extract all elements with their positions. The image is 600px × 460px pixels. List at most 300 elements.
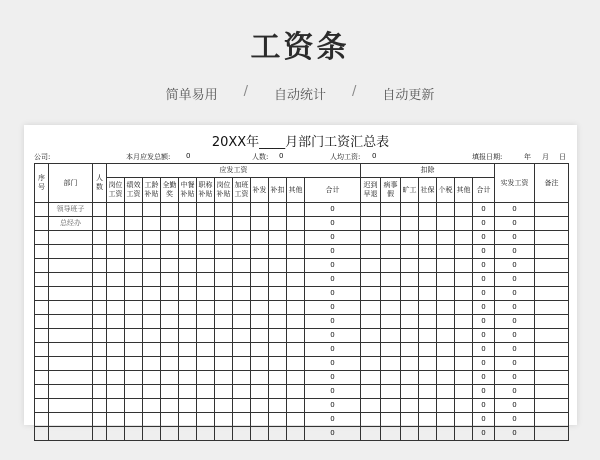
cell-deduction[interactable]: [401, 315, 419, 329]
cell-payable[interactable]: [179, 203, 197, 217]
cell-remark[interactable]: [535, 259, 569, 273]
cell-payable[interactable]: [107, 357, 125, 371]
cell-remark[interactable]: [535, 413, 569, 427]
cell-people[interactable]: [93, 357, 107, 371]
cell-payable-total[interactable]: 0: [305, 315, 361, 329]
cell-deduction[interactable]: [437, 273, 455, 287]
cell-payable[interactable]: [125, 427, 143, 441]
cell-payable-total[interactable]: 0: [305, 385, 361, 399]
cell-payable-total[interactable]: 0: [305, 329, 361, 343]
cell-seq[interactable]: [35, 329, 49, 343]
cell-seq[interactable]: [35, 385, 49, 399]
cell-payable-total[interactable]: 0: [305, 287, 361, 301]
cell-payable[interactable]: [233, 357, 251, 371]
cell-remark[interactable]: [535, 399, 569, 413]
cell-deduction[interactable]: [401, 427, 419, 441]
cell-payable[interactable]: [215, 287, 233, 301]
cell-deduction[interactable]: [381, 203, 401, 217]
cell-deduction[interactable]: [381, 329, 401, 343]
cell-deduction[interactable]: [361, 427, 381, 441]
cell-payable[interactable]: [143, 301, 161, 315]
cell-actual[interactable]: 0: [495, 203, 535, 217]
cell-payable[interactable]: [215, 371, 233, 385]
cell-remark[interactable]: [535, 343, 569, 357]
cell-deduction[interactable]: [361, 273, 381, 287]
cell-payable[interactable]: [161, 315, 179, 329]
cell-payable[interactable]: [215, 231, 233, 245]
cell-deduction-total[interactable]: 0: [473, 371, 495, 385]
cell-payable[interactable]: [125, 399, 143, 413]
cell-payable[interactable]: [233, 203, 251, 217]
cell-payable[interactable]: [269, 259, 287, 273]
cell-deduction[interactable]: [401, 301, 419, 315]
cell-deduction[interactable]: [437, 413, 455, 427]
cell-payable[interactable]: [287, 273, 305, 287]
cell-payable[interactable]: [197, 385, 215, 399]
cell-payable[interactable]: [287, 231, 305, 245]
cell-deduction[interactable]: [361, 385, 381, 399]
cell-payable-total[interactable]: 0: [305, 413, 361, 427]
cell-dept[interactable]: [49, 427, 93, 441]
cell-payable[interactable]: [161, 231, 179, 245]
cell-payable[interactable]: [251, 399, 269, 413]
cell-deduction[interactable]: [381, 357, 401, 371]
cell-deduction-total[interactable]: 0: [473, 301, 495, 315]
cell-payable[interactable]: [287, 301, 305, 315]
cell-seq[interactable]: [35, 231, 49, 245]
cell-payable[interactable]: [143, 413, 161, 427]
cell-people[interactable]: [93, 315, 107, 329]
cell-payable[interactable]: [251, 315, 269, 329]
cell-payable[interactable]: [233, 329, 251, 343]
cell-deduction[interactable]: [419, 287, 437, 301]
cell-payable-total[interactable]: 0: [305, 217, 361, 231]
cell-payable[interactable]: [107, 231, 125, 245]
cell-payable[interactable]: [161, 273, 179, 287]
cell-remark[interactable]: [535, 301, 569, 315]
cell-deduction[interactable]: [381, 371, 401, 385]
cell-people[interactable]: [93, 231, 107, 245]
cell-remark[interactable]: [535, 245, 569, 259]
cell-payable-total[interactable]: 0: [305, 343, 361, 357]
cell-payable[interactable]: [179, 301, 197, 315]
cell-payable[interactable]: [215, 203, 233, 217]
cell-seq[interactable]: [35, 259, 49, 273]
cell-people[interactable]: [93, 371, 107, 385]
cell-remark[interactable]: [535, 231, 569, 245]
cell-payable[interactable]: [215, 273, 233, 287]
cell-payable[interactable]: [269, 231, 287, 245]
cell-actual[interactable]: 0: [495, 427, 535, 441]
cell-deduction[interactable]: [401, 343, 419, 357]
cell-deduction[interactable]: [455, 413, 473, 427]
cell-payable[interactable]: [215, 413, 233, 427]
cell-payable[interactable]: [143, 427, 161, 441]
cell-payable[interactable]: [179, 315, 197, 329]
cell-payable[interactable]: [287, 287, 305, 301]
cell-payable[interactable]: [251, 343, 269, 357]
cell-people[interactable]: [93, 343, 107, 357]
cell-payable-total[interactable]: 0: [305, 399, 361, 413]
cell-deduction[interactable]: [381, 231, 401, 245]
cell-payable[interactable]: [269, 385, 287, 399]
cell-deduction[interactable]: [361, 343, 381, 357]
cell-deduction[interactable]: [381, 287, 401, 301]
cell-payable[interactable]: [107, 315, 125, 329]
cell-payable[interactable]: [161, 357, 179, 371]
cell-deduction[interactable]: [381, 343, 401, 357]
cell-payable[interactable]: [125, 259, 143, 273]
cell-payable[interactable]: [197, 273, 215, 287]
cell-payable[interactable]: [269, 287, 287, 301]
cell-payable[interactable]: [161, 259, 179, 273]
cell-payable[interactable]: [233, 399, 251, 413]
cell-payable[interactable]: [161, 301, 179, 315]
cell-deduction[interactable]: [419, 385, 437, 399]
cell-dept[interactable]: [49, 399, 93, 413]
cell-deduction[interactable]: [361, 329, 381, 343]
cell-deduction[interactable]: [437, 343, 455, 357]
cell-payable[interactable]: [215, 245, 233, 259]
cell-deduction[interactable]: [419, 371, 437, 385]
cell-deduction[interactable]: [437, 217, 455, 231]
cell-deduction[interactable]: [455, 273, 473, 287]
cell-payable[interactable]: [107, 329, 125, 343]
cell-payable[interactable]: [143, 399, 161, 413]
cell-payable[interactable]: [215, 259, 233, 273]
cell-payable[interactable]: [269, 301, 287, 315]
cell-payable[interactable]: [287, 371, 305, 385]
cell-deduction[interactable]: [419, 343, 437, 357]
cell-payable[interactable]: [125, 385, 143, 399]
cell-payable[interactable]: [233, 231, 251, 245]
cell-actual[interactable]: 0: [495, 371, 535, 385]
cell-payable[interactable]: [215, 385, 233, 399]
cell-seq[interactable]: [35, 371, 49, 385]
cell-payable[interactable]: [233, 273, 251, 287]
cell-seq[interactable]: [35, 273, 49, 287]
cell-payable[interactable]: [269, 273, 287, 287]
cell-payable[interactable]: [179, 385, 197, 399]
cell-deduction[interactable]: [381, 399, 401, 413]
cell-payable[interactable]: [197, 399, 215, 413]
cell-deduction[interactable]: [419, 413, 437, 427]
cell-payable[interactable]: [287, 427, 305, 441]
cell-deduction[interactable]: [455, 315, 473, 329]
cell-payable[interactable]: [107, 287, 125, 301]
cell-deduction-total[interactable]: 0: [473, 399, 495, 413]
cell-deduction[interactable]: [437, 203, 455, 217]
cell-payable[interactable]: [143, 343, 161, 357]
cell-payable[interactable]: [143, 287, 161, 301]
cell-payable[interactable]: [215, 315, 233, 329]
cell-dept[interactable]: [49, 329, 93, 343]
cell-payable[interactable]: [161, 343, 179, 357]
cell-payable[interactable]: [197, 343, 215, 357]
cell-dept[interactable]: [49, 231, 93, 245]
cell-payable-total[interactable]: 0: [305, 259, 361, 273]
cell-dept[interactable]: [49, 245, 93, 259]
cell-payable[interactable]: [215, 329, 233, 343]
cell-payable[interactable]: [215, 301, 233, 315]
cell-deduction[interactable]: [455, 385, 473, 399]
cell-deduction[interactable]: [455, 231, 473, 245]
cell-deduction[interactable]: [381, 301, 401, 315]
cell-deduction[interactable]: [455, 217, 473, 231]
cell-payable[interactable]: [179, 343, 197, 357]
cell-payable[interactable]: [251, 217, 269, 231]
cell-payable[interactable]: [143, 217, 161, 231]
cell-payable[interactable]: [251, 203, 269, 217]
cell-payable[interactable]: [251, 245, 269, 259]
cell-deduction-total[interactable]: 0: [473, 203, 495, 217]
cell-payable[interactable]: [179, 329, 197, 343]
cell-deduction[interactable]: [419, 217, 437, 231]
cell-payable[interactable]: [125, 329, 143, 343]
cell-actual[interactable]: 0: [495, 315, 535, 329]
cell-payable[interactable]: [107, 343, 125, 357]
cell-payable-total[interactable]: 0: [305, 245, 361, 259]
cell-payable-total[interactable]: 0: [305, 301, 361, 315]
cell-payable[interactable]: [269, 245, 287, 259]
cell-actual[interactable]: 0: [495, 231, 535, 245]
cell-remark[interactable]: [535, 217, 569, 231]
cell-payable[interactable]: [251, 301, 269, 315]
cell-deduction-total[interactable]: 0: [473, 287, 495, 301]
cell-payable[interactable]: [125, 231, 143, 245]
cell-deduction[interactable]: [419, 399, 437, 413]
cell-deduction[interactable]: [437, 371, 455, 385]
cell-payable[interactable]: [179, 413, 197, 427]
cell-payable[interactable]: [251, 231, 269, 245]
cell-payable[interactable]: [125, 273, 143, 287]
cell-deduction[interactable]: [419, 301, 437, 315]
cell-deduction[interactable]: [437, 315, 455, 329]
cell-remark[interactable]: [535, 385, 569, 399]
cell-payable[interactable]: [197, 315, 215, 329]
cell-deduction[interactable]: [455, 343, 473, 357]
cell-people[interactable]: [93, 301, 107, 315]
cell-dept[interactable]: [49, 259, 93, 273]
cell-payable[interactable]: [143, 329, 161, 343]
cell-deduction[interactable]: [361, 245, 381, 259]
cell-dept[interactable]: [49, 301, 93, 315]
cell-payable[interactable]: [125, 287, 143, 301]
cell-deduction[interactable]: [361, 399, 381, 413]
cell-dept[interactable]: [49, 357, 93, 371]
cell-payable[interactable]: [107, 385, 125, 399]
cell-payable[interactable]: [287, 245, 305, 259]
cell-payable[interactable]: [161, 203, 179, 217]
cell-payable-total[interactable]: 0: [305, 231, 361, 245]
cell-payable[interactable]: [215, 343, 233, 357]
cell-payable[interactable]: [161, 371, 179, 385]
cell-payable[interactable]: [287, 329, 305, 343]
cell-payable[interactable]: [233, 287, 251, 301]
cell-payable[interactable]: [179, 427, 197, 441]
cell-people[interactable]: [93, 259, 107, 273]
cell-payable[interactable]: [197, 371, 215, 385]
cell-payable[interactable]: [233, 245, 251, 259]
cell-seq[interactable]: [35, 343, 49, 357]
cell-payable[interactable]: [251, 427, 269, 441]
cell-payable[interactable]: [161, 413, 179, 427]
cell-payable[interactable]: [179, 357, 197, 371]
cell-deduction-total[interactable]: 0: [473, 217, 495, 231]
cell-payable[interactable]: [251, 357, 269, 371]
cell-payable[interactable]: [179, 273, 197, 287]
cell-deduction[interactable]: [437, 245, 455, 259]
cell-dept[interactable]: [49, 413, 93, 427]
cell-payable[interactable]: [287, 357, 305, 371]
cell-deduction[interactable]: [401, 371, 419, 385]
cell-deduction[interactable]: [419, 357, 437, 371]
cell-deduction[interactable]: [419, 273, 437, 287]
cell-people[interactable]: [93, 399, 107, 413]
cell-payable[interactable]: [107, 259, 125, 273]
cell-payable-total[interactable]: 0: [305, 427, 361, 441]
cell-deduction[interactable]: [401, 245, 419, 259]
cell-payable[interactable]: [197, 287, 215, 301]
cell-payable[interactable]: [269, 427, 287, 441]
cell-payable[interactable]: [269, 357, 287, 371]
cell-payable[interactable]: [143, 315, 161, 329]
cell-deduction[interactable]: [455, 371, 473, 385]
cell-people[interactable]: [93, 245, 107, 259]
cell-dept[interactable]: [49, 343, 93, 357]
cell-payable[interactable]: [197, 413, 215, 427]
cell-payable[interactable]: [125, 217, 143, 231]
cell-deduction-total[interactable]: 0: [473, 315, 495, 329]
cell-deduction[interactable]: [401, 399, 419, 413]
cell-deduction-total[interactable]: 0: [473, 259, 495, 273]
cell-payable[interactable]: [233, 217, 251, 231]
cell-deduction[interactable]: [419, 427, 437, 441]
cell-actual[interactable]: 0: [495, 287, 535, 301]
cell-deduction-total[interactable]: 0: [473, 427, 495, 441]
cell-payable[interactable]: [215, 427, 233, 441]
cell-payable[interactable]: [143, 273, 161, 287]
cell-payable[interactable]: [215, 399, 233, 413]
cell-seq[interactable]: [35, 245, 49, 259]
cell-deduction[interactable]: [361, 301, 381, 315]
cell-deduction[interactable]: [401, 203, 419, 217]
cell-dept[interactable]: [49, 287, 93, 301]
cell-deduction[interactable]: [437, 301, 455, 315]
cell-payable[interactable]: [233, 385, 251, 399]
cell-payable[interactable]: [251, 273, 269, 287]
cell-payable[interactable]: [287, 399, 305, 413]
cell-deduction[interactable]: [401, 385, 419, 399]
cell-deduction-total[interactable]: 0: [473, 231, 495, 245]
cell-deduction-total[interactable]: 0: [473, 329, 495, 343]
cell-deduction[interactable]: [361, 315, 381, 329]
cell-payable-total[interactable]: 0: [305, 371, 361, 385]
cell-payable[interactable]: [197, 217, 215, 231]
cell-payable[interactable]: [125, 357, 143, 371]
cell-payable[interactable]: [107, 217, 125, 231]
cell-payable[interactable]: [143, 385, 161, 399]
cell-seq[interactable]: [35, 427, 49, 441]
cell-actual[interactable]: 0: [495, 217, 535, 231]
cell-people[interactable]: [93, 273, 107, 287]
cell-payable[interactable]: [125, 413, 143, 427]
cell-payable[interactable]: [161, 427, 179, 441]
cell-payable[interactable]: [215, 217, 233, 231]
cell-payable[interactable]: [269, 329, 287, 343]
cell-deduction[interactable]: [455, 203, 473, 217]
cell-payable[interactable]: [143, 231, 161, 245]
cell-payable[interactable]: [179, 231, 197, 245]
cell-payable[interactable]: [251, 413, 269, 427]
cell-payable[interactable]: [269, 371, 287, 385]
cell-deduction[interactable]: [419, 315, 437, 329]
cell-payable[interactable]: [125, 203, 143, 217]
cell-deduction-total[interactable]: 0: [473, 343, 495, 357]
cell-payable[interactable]: [197, 329, 215, 343]
cell-payable[interactable]: [125, 245, 143, 259]
cell-seq[interactable]: [35, 301, 49, 315]
cell-deduction[interactable]: [401, 413, 419, 427]
cell-payable[interactable]: [233, 259, 251, 273]
cell-deduction[interactable]: [419, 203, 437, 217]
cell-payable[interactable]: [107, 273, 125, 287]
cell-payable[interactable]: [125, 301, 143, 315]
cell-payable[interactable]: [251, 287, 269, 301]
cell-deduction[interactable]: [401, 259, 419, 273]
cell-payable[interactable]: [269, 413, 287, 427]
cell-payable[interactable]: [233, 315, 251, 329]
cell-remark[interactable]: [535, 315, 569, 329]
cell-deduction[interactable]: [455, 301, 473, 315]
cell-deduction[interactable]: [381, 217, 401, 231]
cell-payable[interactable]: [107, 371, 125, 385]
cell-payable[interactable]: [287, 343, 305, 357]
cell-deduction[interactable]: [437, 399, 455, 413]
cell-seq[interactable]: [35, 217, 49, 231]
cell-actual[interactable]: 0: [495, 385, 535, 399]
cell-payable[interactable]: [143, 357, 161, 371]
cell-deduction[interactable]: [437, 427, 455, 441]
cell-payable[interactable]: [233, 371, 251, 385]
cell-deduction-total[interactable]: 0: [473, 385, 495, 399]
cell-deduction-total[interactable]: 0: [473, 273, 495, 287]
cell-deduction[interactable]: [437, 287, 455, 301]
cell-payable[interactable]: [197, 427, 215, 441]
cell-deduction[interactable]: [381, 259, 401, 273]
cell-deduction[interactable]: [361, 413, 381, 427]
cell-payable[interactable]: [215, 357, 233, 371]
cell-payable[interactable]: [179, 287, 197, 301]
cell-payable[interactable]: [107, 427, 125, 441]
cell-payable[interactable]: [197, 203, 215, 217]
cell-deduction[interactable]: [381, 427, 401, 441]
cell-seq[interactable]: [35, 357, 49, 371]
cell-remark[interactable]: [535, 427, 569, 441]
cell-payable[interactable]: [233, 413, 251, 427]
cell-payable[interactable]: [161, 399, 179, 413]
cell-deduction[interactable]: [455, 245, 473, 259]
cell-payable[interactable]: [161, 287, 179, 301]
cell-payable[interactable]: [233, 427, 251, 441]
cell-dept[interactable]: [49, 371, 93, 385]
cell-dept[interactable]: 领导班子: [49, 203, 93, 217]
cell-seq[interactable]: [35, 399, 49, 413]
cell-actual[interactable]: 0: [495, 399, 535, 413]
cell-deduction[interactable]: [437, 231, 455, 245]
cell-remark[interactable]: [535, 357, 569, 371]
cell-payable[interactable]: [179, 259, 197, 273]
